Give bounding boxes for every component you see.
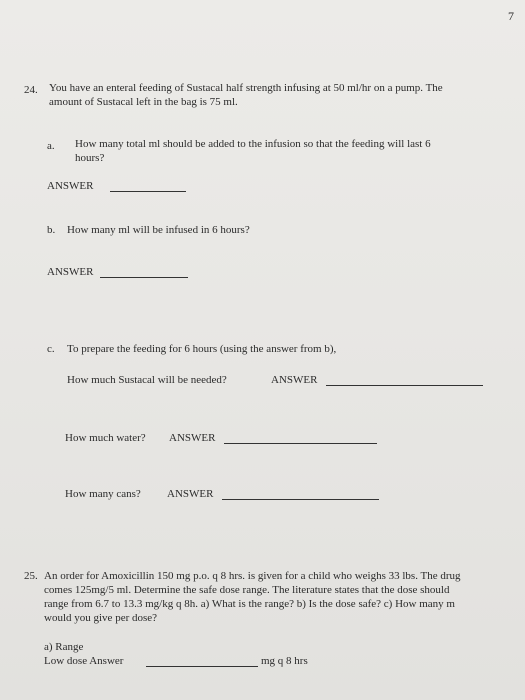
low-dose-answer-blank[interactable] <box>146 656 258 667</box>
cans-answer-label: ANSWER <box>167 488 214 500</box>
part-c-label: c. <box>47 343 55 355</box>
water-answer-blank[interactable] <box>224 433 377 444</box>
question-25-line-4: would you give per dose? <box>44 612 158 624</box>
part-a-line-1: How many total ml should be added to the infusion so that the feeding will last 6 <box>75 138 431 150</box>
part-c-intro: To prepare the feeding for 6 hours (using the answer from b), <box>67 343 337 355</box>
sustacal-answer-blank[interactable] <box>326 375 483 386</box>
question-24-number: 24. <box>24 84 38 96</box>
low-dose-label: Low dose Answer <box>44 655 124 667</box>
question-25-line-3: range from 6.7 to 13.3 mg/kg q 8h. a) What is the range? b) Is the dose safe? c) How many m <box>44 598 455 610</box>
question-25-number: 25. <box>24 570 38 582</box>
part-b-question: How many ml will be infused in 6 hours? <box>67 224 250 236</box>
part-b-answer-label: ANSWER <box>47 266 94 278</box>
part-b-label: b. <box>47 224 56 236</box>
question-24-stem-line-1: You have an enteral feeding of Sustacal half strength infusing at 50 ml/hr on a pump. The <box>49 82 443 94</box>
range-label: a) Range <box>44 641 84 653</box>
part-a-line-2: hours? <box>75 152 105 164</box>
low-dose-unit: mg q 8 hrs <box>261 655 308 667</box>
question-25-line-1: An order for Amoxicillin 150 mg p.o. q 8 hrs. is given for a child who weighs 33 lbs. The drug <box>44 570 461 582</box>
part-a-answer-blank[interactable] <box>110 181 186 192</box>
part-a-answer-label: ANSWER <box>47 180 94 192</box>
part-b-answer-blank[interactable] <box>100 267 188 278</box>
water-answer-label: ANSWER <box>169 432 216 444</box>
sustacal-question: How much Sustacal will be needed? <box>67 374 227 386</box>
cans-answer-blank[interactable] <box>222 489 379 500</box>
cans-question: How many cans? <box>65 488 141 500</box>
part-a-label: a. <box>47 140 55 152</box>
water-question: How much water? <box>65 432 146 444</box>
sustacal-answer-label: ANSWER <box>271 374 318 386</box>
question-24-stem-line-2: amount of Sustacal left in the bag is 75 ml. <box>49 96 238 108</box>
question-25-line-2: comes 125mg/5 ml. Determine the safe dose range. The literature states that the dose should <box>44 584 450 596</box>
page-number: 7 <box>508 9 514 23</box>
